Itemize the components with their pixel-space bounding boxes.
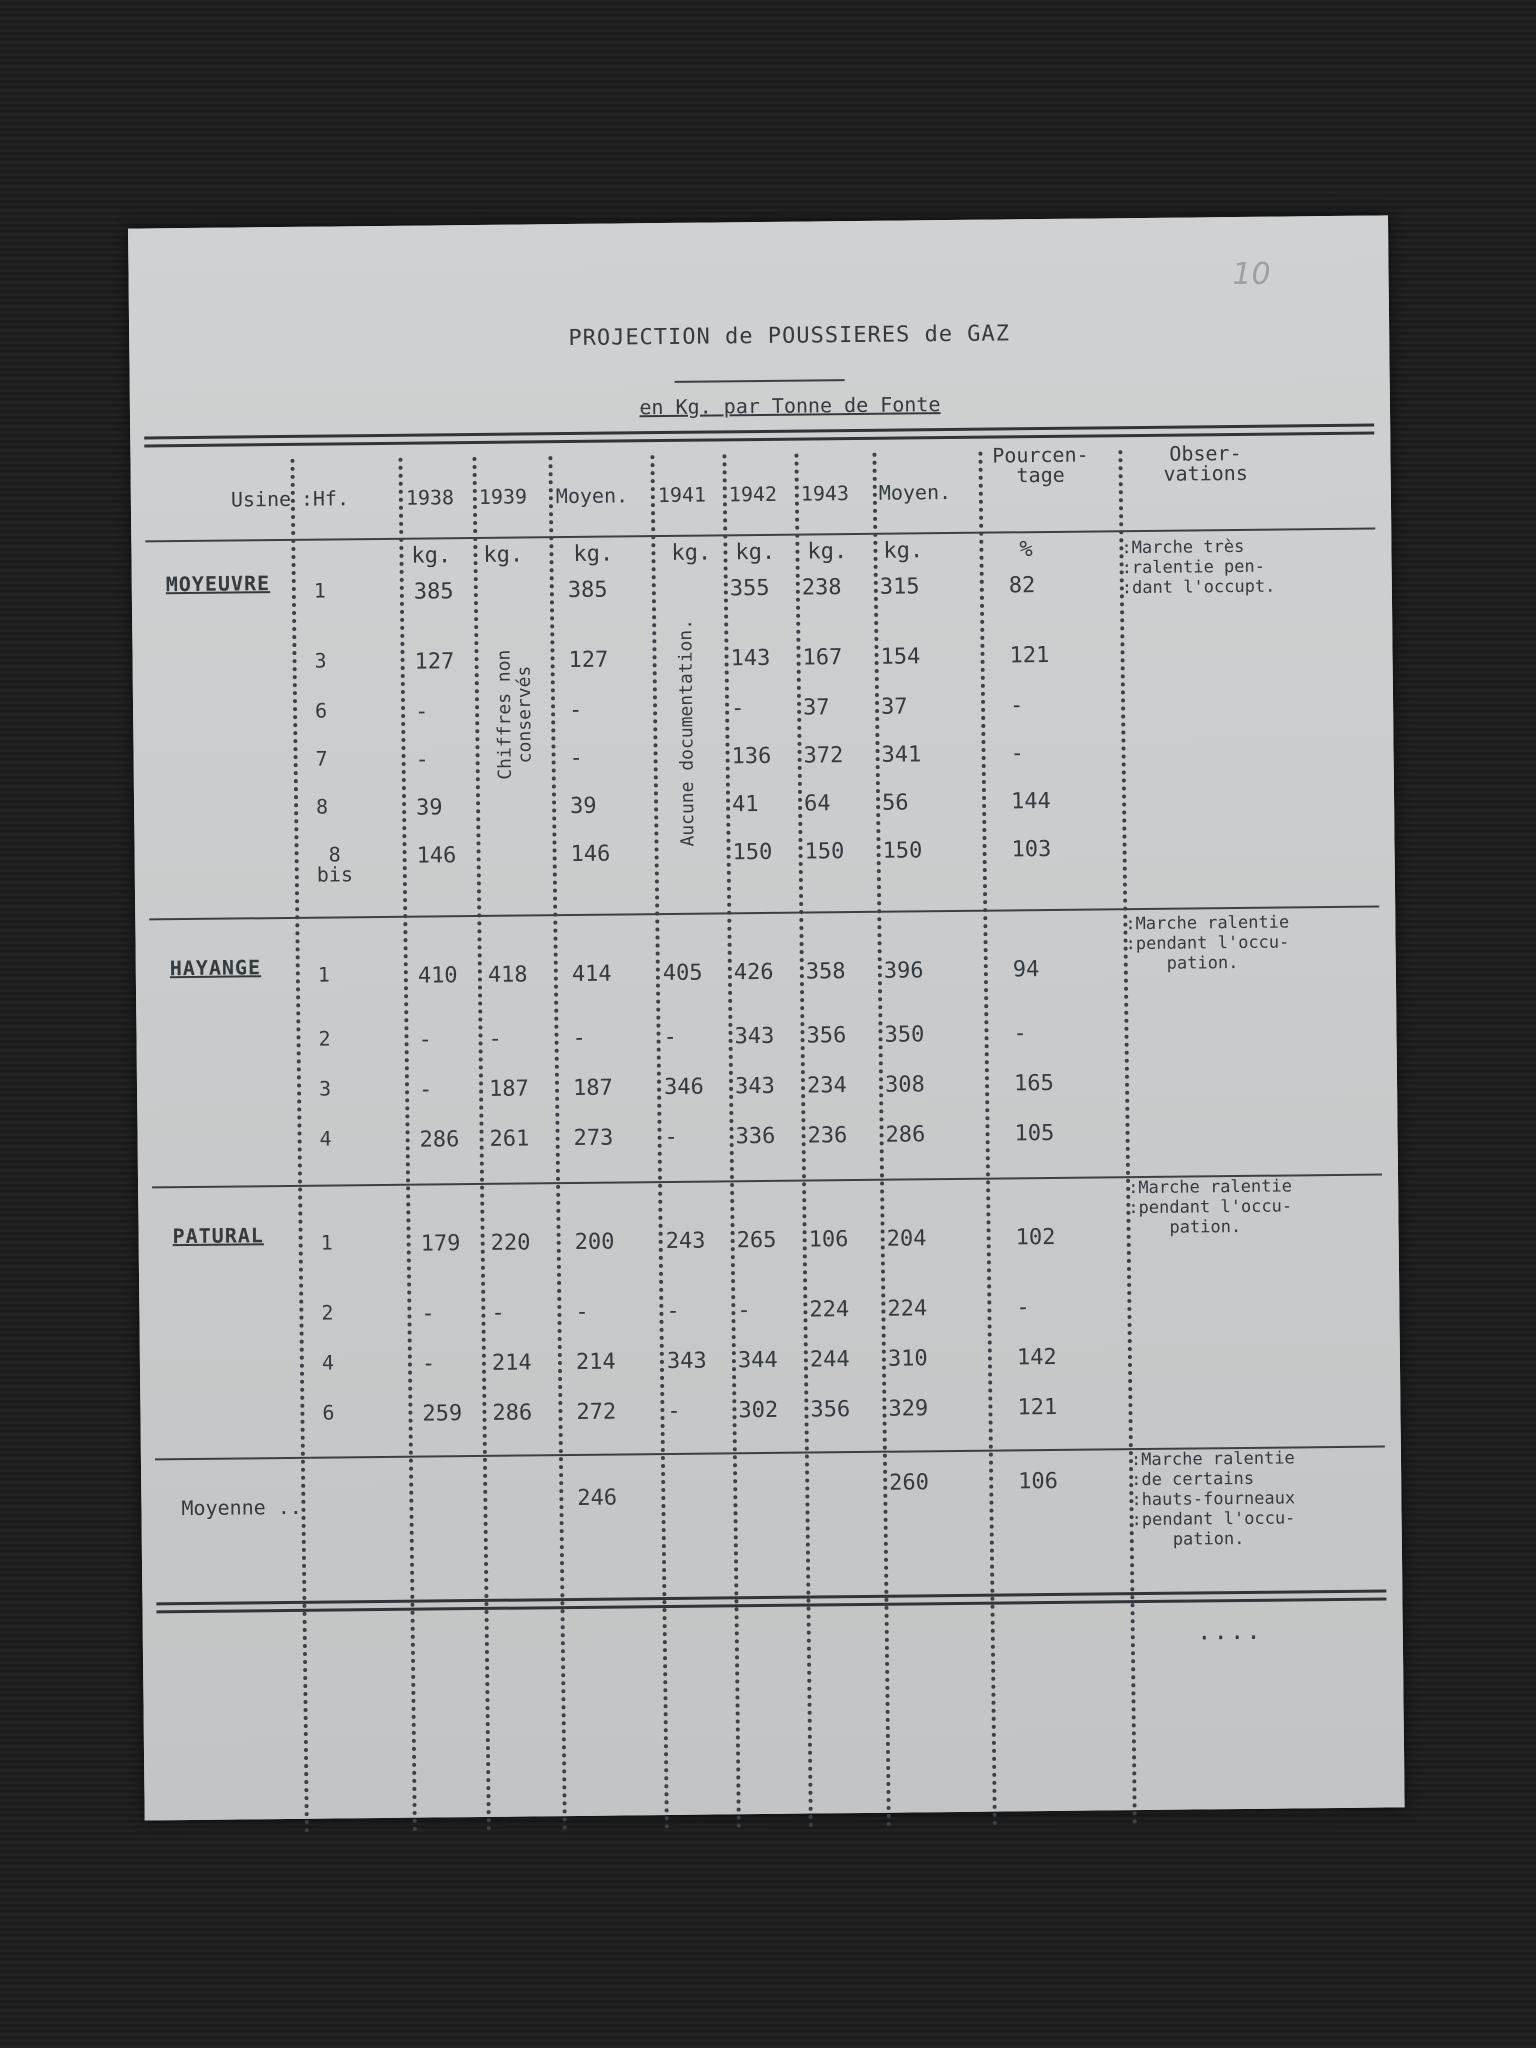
cell-y1942: 343 xyxy=(734,1023,775,1050)
cell-y1942: - xyxy=(730,696,745,722)
cell-pct: 102 xyxy=(1015,1224,1056,1251)
header-1938: 1938 xyxy=(405,485,455,510)
cell-moyen1: 385 xyxy=(567,577,608,604)
cell-pct: 165 xyxy=(1013,1070,1054,1097)
furnace-number: 1 xyxy=(317,962,331,987)
cell-moyen2: 396 xyxy=(883,958,924,984)
cell-y1938: - xyxy=(421,1301,435,1327)
cell-y1943: 356 xyxy=(806,1023,847,1049)
header-1941: 1941 xyxy=(657,482,707,508)
cell-y1942: 336 xyxy=(735,1123,776,1150)
cell-y1938: 146 xyxy=(416,843,457,869)
column-separator xyxy=(548,456,566,1831)
header-pourcentage: Pourcen- tage xyxy=(992,442,1089,488)
cell-y1943: 358 xyxy=(805,959,846,985)
cell-pct: 94 xyxy=(1012,957,1040,983)
average-pct: 106 xyxy=(1018,1468,1059,1495)
cell-y1942: 426 xyxy=(733,959,774,986)
cell-y1938: 410 xyxy=(417,963,458,989)
cell-y1942: 150 xyxy=(732,839,773,866)
usine-name: PATURAL xyxy=(172,1223,265,1249)
cell-y1943: 150 xyxy=(804,839,845,865)
cell-moyen2: 308 xyxy=(884,1072,925,1098)
cell-pct: 103 xyxy=(1011,836,1052,863)
cell-y1941: 343 xyxy=(666,1348,707,1375)
furnace-number: 2 xyxy=(321,1300,334,1325)
cell-y1939: 286 xyxy=(492,1400,533,1426)
column-separator xyxy=(1118,450,1136,1825)
unit-1938: kg. xyxy=(411,543,452,569)
observation-note: :Marche ralentie :pendant l'occu- pation. xyxy=(1125,912,1290,975)
average-label: Moyenne .. xyxy=(181,1494,302,1521)
header-1942: 1942 xyxy=(728,481,778,507)
cell-y1938: 127 xyxy=(414,649,455,675)
cell-moyen1: 127 xyxy=(568,647,609,674)
cell-y1938: 385 xyxy=(413,579,454,605)
column-separator xyxy=(978,452,996,1827)
cell-y1938: 179 xyxy=(420,1231,461,1257)
document-subtitle: en Kg. par Tonne de Fonte xyxy=(639,392,941,420)
cell-moyen2: 204 xyxy=(886,1226,927,1252)
unit-pourcentage: % xyxy=(1019,537,1033,563)
cell-moyen2: 341 xyxy=(881,742,922,768)
cell-y1943: 238 xyxy=(801,575,842,601)
cell-y1939: 187 xyxy=(488,1076,529,1102)
cell-y1942: - xyxy=(737,1298,751,1324)
cell-y1939: - xyxy=(488,1026,502,1052)
cell-pct: - xyxy=(1013,1021,1027,1047)
cell-y1938: - xyxy=(418,1027,432,1053)
cell-moyen2: 286 xyxy=(885,1122,926,1148)
unit-1939: kg. xyxy=(483,542,524,568)
cell-y1941: 243 xyxy=(665,1228,706,1255)
cell-pct: 82 xyxy=(1008,573,1036,599)
furnace-number: 8 xyxy=(315,794,329,819)
continuation-dots: .... xyxy=(1196,1616,1263,1646)
cell-y1939: 418 xyxy=(487,962,528,988)
average-moyen-2: 260 xyxy=(889,1470,930,1496)
cell-moyen2: 350 xyxy=(884,1022,925,1048)
cell-moyen1: - xyxy=(569,745,583,772)
cell-moyen2: 37 xyxy=(880,694,908,720)
note-1939-not-preserved: Chiffres non conservés xyxy=(493,649,536,780)
cell-y1943: 37 xyxy=(802,695,830,721)
cell-y1943: 372 xyxy=(803,743,844,769)
cell-y1938: - xyxy=(414,699,429,725)
furnace-number: 4 xyxy=(321,1350,335,1375)
cell-y1943: 236 xyxy=(807,1123,848,1149)
cell-y1938: 286 xyxy=(419,1127,460,1153)
cell-moyen1: 146 xyxy=(570,841,611,867)
cell-y1941: 346 xyxy=(663,1074,704,1101)
unit-moyen-2: kg. xyxy=(883,538,924,564)
cell-moyen2: 224 xyxy=(887,1296,928,1322)
cell-moyen2: 154 xyxy=(880,644,921,670)
cell-moyen1: 187 xyxy=(572,1075,613,1101)
cell-y1939: - xyxy=(491,1300,505,1326)
unit-1942: kg. xyxy=(735,539,776,566)
cell-y1943: 64 xyxy=(803,791,831,817)
cell-moyen2: 329 xyxy=(888,1396,929,1422)
unit-1941: kg. xyxy=(671,540,712,566)
furnace-number: 1 xyxy=(313,578,327,603)
furnace-number: 2 xyxy=(318,1026,331,1051)
cell-moyen1: 214 xyxy=(575,1349,616,1375)
unit-1943: kg. xyxy=(807,539,848,565)
furnace-number: 7 xyxy=(315,746,328,771)
cell-moyen1: 414 xyxy=(571,961,612,987)
cell-y1942: 302 xyxy=(738,1397,779,1424)
cell-y1943: 356 xyxy=(810,1397,851,1423)
header-hf: :Hf. xyxy=(300,486,350,511)
title-underline xyxy=(675,379,845,383)
furnace-number: 6 xyxy=(314,698,328,723)
column-separator xyxy=(290,459,308,1834)
cell-y1938: - xyxy=(415,747,429,773)
cell-y1942: 136 xyxy=(731,743,772,770)
furnace-number: 3 xyxy=(318,1076,332,1101)
cell-moyen2: 56 xyxy=(881,790,909,816)
cell-pct: - xyxy=(1010,741,1024,767)
cell-pct: 121 xyxy=(1009,642,1050,669)
cell-pct: 142 xyxy=(1016,1344,1057,1371)
document-page xyxy=(128,215,1405,1820)
cell-moyen1: 200 xyxy=(574,1229,615,1255)
cell-y1942: 344 xyxy=(737,1347,778,1374)
cell-moyen1: - xyxy=(572,1025,586,1051)
furnace-number: 1 xyxy=(320,1230,333,1255)
cell-y1942: 143 xyxy=(730,645,771,672)
cell-y1939: 261 xyxy=(489,1126,530,1152)
cell-pct: 144 xyxy=(1010,788,1051,815)
furnace-number: 8 bis xyxy=(316,842,354,887)
column-separator xyxy=(472,457,490,1832)
cell-moyen2: 150 xyxy=(882,838,923,864)
cell-y1943: 224 xyxy=(809,1297,850,1323)
cell-pct: 121 xyxy=(1017,1394,1058,1421)
cell-moyen2: 310 xyxy=(887,1346,928,1372)
cell-moyen1: 273 xyxy=(573,1125,614,1151)
cell-y1939: 220 xyxy=(490,1230,531,1256)
note-1941-no-documentation: Aucune documentation. xyxy=(675,618,699,847)
observation-note: :Marche ralentie :pendant l'occu- pation. xyxy=(1128,1176,1293,1239)
cell-y1938: 39 xyxy=(415,795,443,821)
cell-y1938: 259 xyxy=(422,1401,463,1427)
cell-y1941: - xyxy=(667,1398,681,1425)
average-observation: :Marche ralentie :de certains :hauts-fourneaux :pendant l'occu- pation. xyxy=(1130,1448,1296,1551)
document-title: PROJECTION de POUSSIERES de GAZ xyxy=(568,321,1011,351)
usine-name: HAYANGE xyxy=(169,955,262,981)
cell-y1939: 214 xyxy=(491,1350,532,1376)
observation-note: :Marche très :ralentie pen- :dant l'occupt. xyxy=(1121,536,1276,599)
cell-y1941: - xyxy=(664,1124,678,1151)
cell-y1942: 41 xyxy=(731,792,759,818)
usine-name: MOYEUVRE xyxy=(165,571,271,597)
header-1939: 1939 xyxy=(478,484,528,509)
furnace-number: 3 xyxy=(314,648,327,673)
header-usine: Usine xyxy=(230,486,292,512)
cell-moyen1: 39 xyxy=(569,793,597,819)
cell-y1938: - xyxy=(421,1351,436,1377)
page-number: 10 xyxy=(1232,256,1271,293)
cell-y1942: 265 xyxy=(736,1227,777,1254)
cell-y1942: 355 xyxy=(729,575,770,602)
cell-pct: - xyxy=(1009,693,1024,719)
header-moyen-2: Moyen. xyxy=(878,479,952,505)
cell-y1943: 167 xyxy=(802,645,843,671)
cell-moyen2: 315 xyxy=(879,574,920,600)
cell-y1943: 244 xyxy=(809,1347,850,1373)
header-1943: 1943 xyxy=(800,481,850,506)
unit-moyen-1: kg. xyxy=(573,541,614,567)
cell-moyen1: - xyxy=(575,1299,589,1325)
cell-moyen1: 272 xyxy=(576,1399,617,1425)
cell-moyen1: - xyxy=(568,697,583,724)
furnace-number: 4 xyxy=(319,1126,332,1151)
cell-y1943: 106 xyxy=(808,1227,849,1253)
average-moyen-1: 246 xyxy=(577,1485,618,1511)
header-observations: Obser- vations xyxy=(1163,440,1248,486)
furnace-number: 6 xyxy=(322,1400,335,1425)
cell-y1943: 234 xyxy=(806,1073,847,1099)
cell-y1941: - xyxy=(666,1298,680,1325)
cell-y1941: 405 xyxy=(662,960,703,987)
cell-y1941: - xyxy=(663,1024,677,1051)
header-moyen-1: Moyen. xyxy=(555,483,629,509)
cell-pct: - xyxy=(1016,1295,1030,1321)
cell-y1938: - xyxy=(418,1077,433,1103)
cell-pct: 105 xyxy=(1014,1120,1055,1147)
cell-y1942: 343 xyxy=(734,1073,775,1100)
